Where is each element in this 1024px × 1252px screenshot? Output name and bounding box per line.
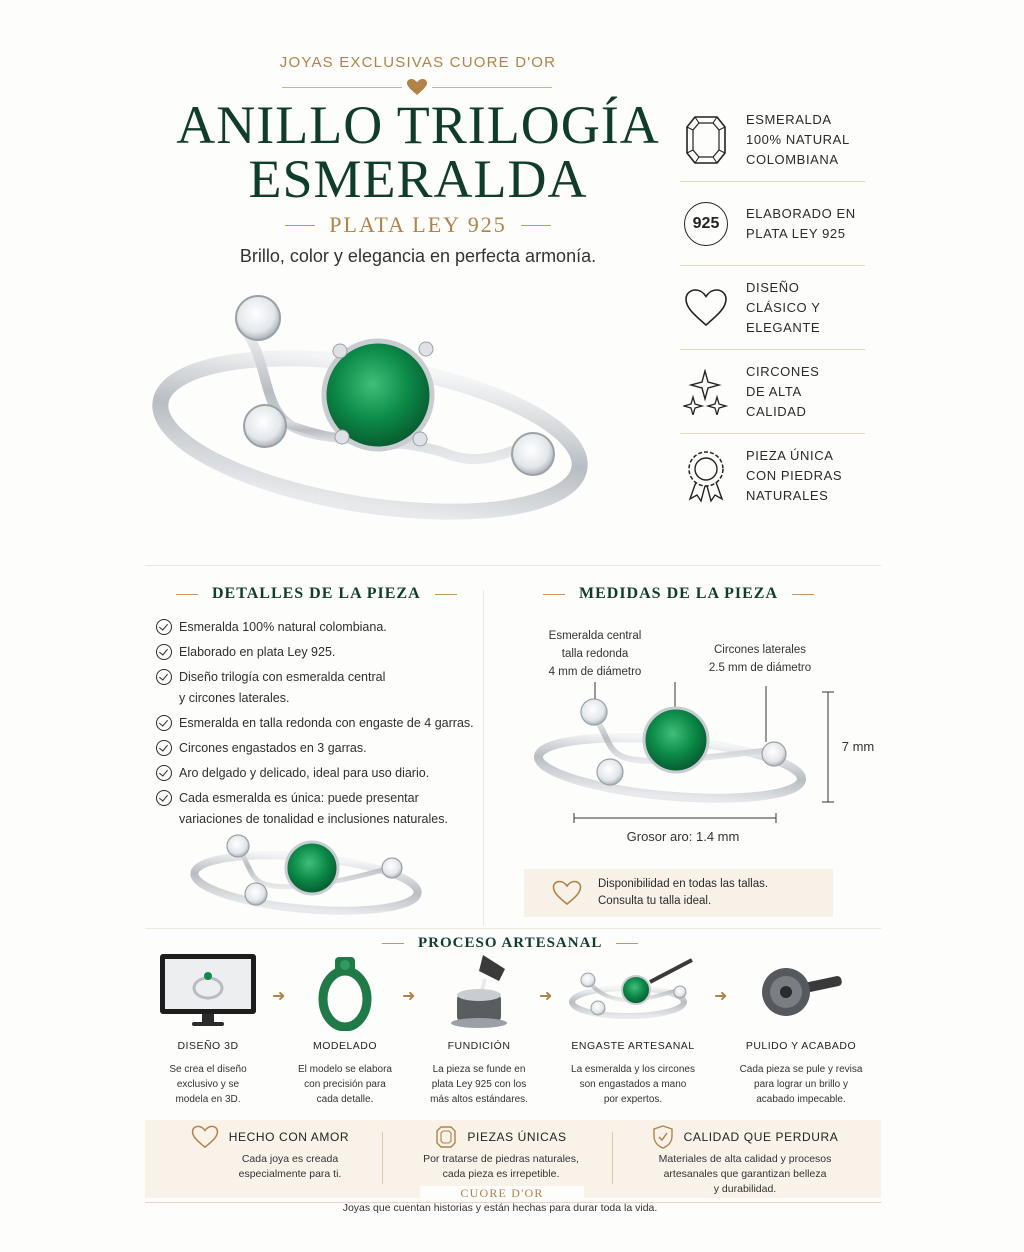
details-list [156,617,486,834]
feature-text: ESMERALDA 100% NATURAL COLOMBIANA [746,111,850,167]
check-circle-icon [156,644,172,660]
divider [176,594,198,595]
value-love [165,1125,375,1182]
section-divider [145,565,881,566]
divider [285,225,315,226]
step-name: ENGASTE ARTESANAL [571,1040,695,1052]
divider [521,225,551,226]
value-title: HECHO CON AMOR [228,1130,350,1144]
eyebrow: JOYAS EXCLUSIVAS CUORE D'OR [279,54,557,71]
feature-text: PIEZA ÚNICA CON PIEDRAS NATURALES [746,448,843,503]
section-divider [145,928,881,929]
setting-ring-icon [558,950,708,1032]
process-step-polishing [726,950,876,1107]
step-desc: Se crea el diseño exclusivo y se modela en 3D. [169,1064,247,1105]
sparkles-icon [680,366,732,418]
footer-text: Joyas que cuentan historias y están hechas para durar toda la vida. [342,1202,658,1214]
check-circle-icon [156,740,172,756]
check-circle-icon [156,715,172,731]
feature-design [680,266,865,350]
step-desc: La esmeralda y los circones son engastados a mano por expertos. [571,1064,695,1105]
eyebrow-line-left [282,87,402,88]
feature-text: ELABORADO EN PLATA LEY 925 [746,205,856,241]
process-title-text: PROCESO ARTESANAL [418,935,603,951]
list-item: Diseño trilogía con esmeralda central y circones laterales. [156,667,486,709]
divider [435,594,457,595]
divider [543,594,565,595]
list-item: Cada esmeralda es única: puede presentar variaciones de tonalidad e inclusiones naturales. [156,788,486,830]
column-divider [483,590,484,925]
hero-ring-image [150,285,590,547]
rosette-icon [680,450,732,502]
emerald-cut-icon [680,114,732,166]
value-desc: Por tratarse de piedras naturales, cada pieza es irrepetible. [423,1153,579,1180]
availability-box [524,869,833,917]
casting-icon [404,950,554,1032]
check-circle-icon [156,669,172,685]
divider [792,594,814,595]
title-line-2: ESMERALDA [248,149,588,209]
gem-icon [435,1125,457,1149]
value-title: PIEZAS ÚNICAS [467,1130,567,1144]
measured-ring-image [534,676,824,826]
divider [382,943,404,944]
band-divider [382,1132,383,1184]
step-name: FUNDICIÓN [447,1040,511,1052]
height-label: 7 mm [841,739,875,754]
step-name: PULIDO Y ACABADO [745,1040,857,1052]
step-desc: Cada pieza se pule y revisa para lograr un brillo y acabado impecable. [739,1064,863,1105]
value-desc: Cada joya es creada especialmente para ti. [238,1153,342,1180]
step-desc: La pieza se funde en plata Ley 925 con los más altos estándares. [430,1064,528,1105]
page-title [150,95,686,209]
list-item: Circones engastados en 3 garras. [156,738,486,759]
arrow-right-icon: ➜ [402,988,416,1005]
details-title [176,585,457,603]
check-circle-icon [156,765,172,781]
title-line-1: ANILLO TRILOGÍA [176,95,660,155]
availability-text: Disponibilidad en todas las tallas. Consulta tu talla ideal. [598,878,769,907]
value-desc: Materiales de alta calidad y procesos artesanales que garantizan belleza y durabilidad. [658,1153,832,1195]
arrow-right-icon: ➜ [539,988,553,1005]
measures-title-text: MEDIDAS DE LA PIEZA [579,585,779,602]
feature-emerald [680,98,865,182]
list-item: Elaborado en plata Ley 925. [156,642,486,663]
band-width-label: Grosor aro: 1.4 mm [626,829,740,844]
check-circle-icon [156,790,172,806]
list-item: Esmeralda 100% natural colombiana. [156,617,486,638]
value-title: CALIDAD QUE PERDURA [683,1130,839,1144]
list-item: Aro delgado y delicado, ideal para uso diario. [156,763,486,784]
subtitle-row [200,212,636,238]
divider [616,943,638,944]
brand-name: CUORE D'OR [420,1186,584,1201]
process-step-modeling [270,950,420,1107]
value-quality [630,1125,860,1197]
process-step-setting [558,950,708,1107]
details-title-text: DETALLES DE LA PIEZA [212,585,421,602]
process-step-casting [404,950,554,1107]
lateral-stone-label: Circones laterales 2.5 mm de diámetro [708,644,812,674]
badge-925-icon [680,198,732,250]
monitor-icon [133,950,286,1032]
arrow-right-icon: ➜ [714,988,728,1005]
feature-text: CIRCONES DE ALTA CALIDAD [746,363,820,419]
feature-unique [680,434,865,518]
measures-title [543,585,814,603]
feature-text: DISEÑO CLÁSICO Y ELEGANTE [746,279,821,335]
band-dimension-line [572,812,778,824]
central-stone-label: Esmeralda central talla redonda 4 mm de diámetro [548,630,642,678]
band-divider [612,1132,613,1184]
eyebrow-line-right [432,87,552,88]
ring-thumbnail [190,828,422,918]
heart-icon [552,880,582,906]
height-dimension-line [818,690,838,804]
heart-icon [680,282,732,334]
feature-zircon [680,350,865,434]
value-unique [396,1125,606,1182]
tagline: Brillo, color y elegancia en perfecta armonía. [239,246,597,266]
shield-check-icon [652,1125,674,1149]
heart-icon [191,1125,219,1149]
feature-list [680,98,865,518]
step-desc: El modelo se elabora con precisión para cada detalle. [298,1064,392,1105]
feature-silver [680,182,865,266]
arrow-right-icon: ➜ [272,988,286,1005]
polishing-wheel-icon [726,950,876,1032]
subtitle: PLATA LEY 925 [329,212,507,237]
heart-icon [406,78,428,96]
list-item: Esmeralda en talla redonda con engaste de 4 garras. [156,713,486,734]
check-circle-icon [156,619,172,635]
wax-model-icon [270,950,420,1032]
step-name: DISEÑO 3D [177,1040,239,1052]
process-step-design [133,950,286,1107]
step-name: MODELADO [312,1040,378,1052]
badge-925: 925 [684,202,728,246]
